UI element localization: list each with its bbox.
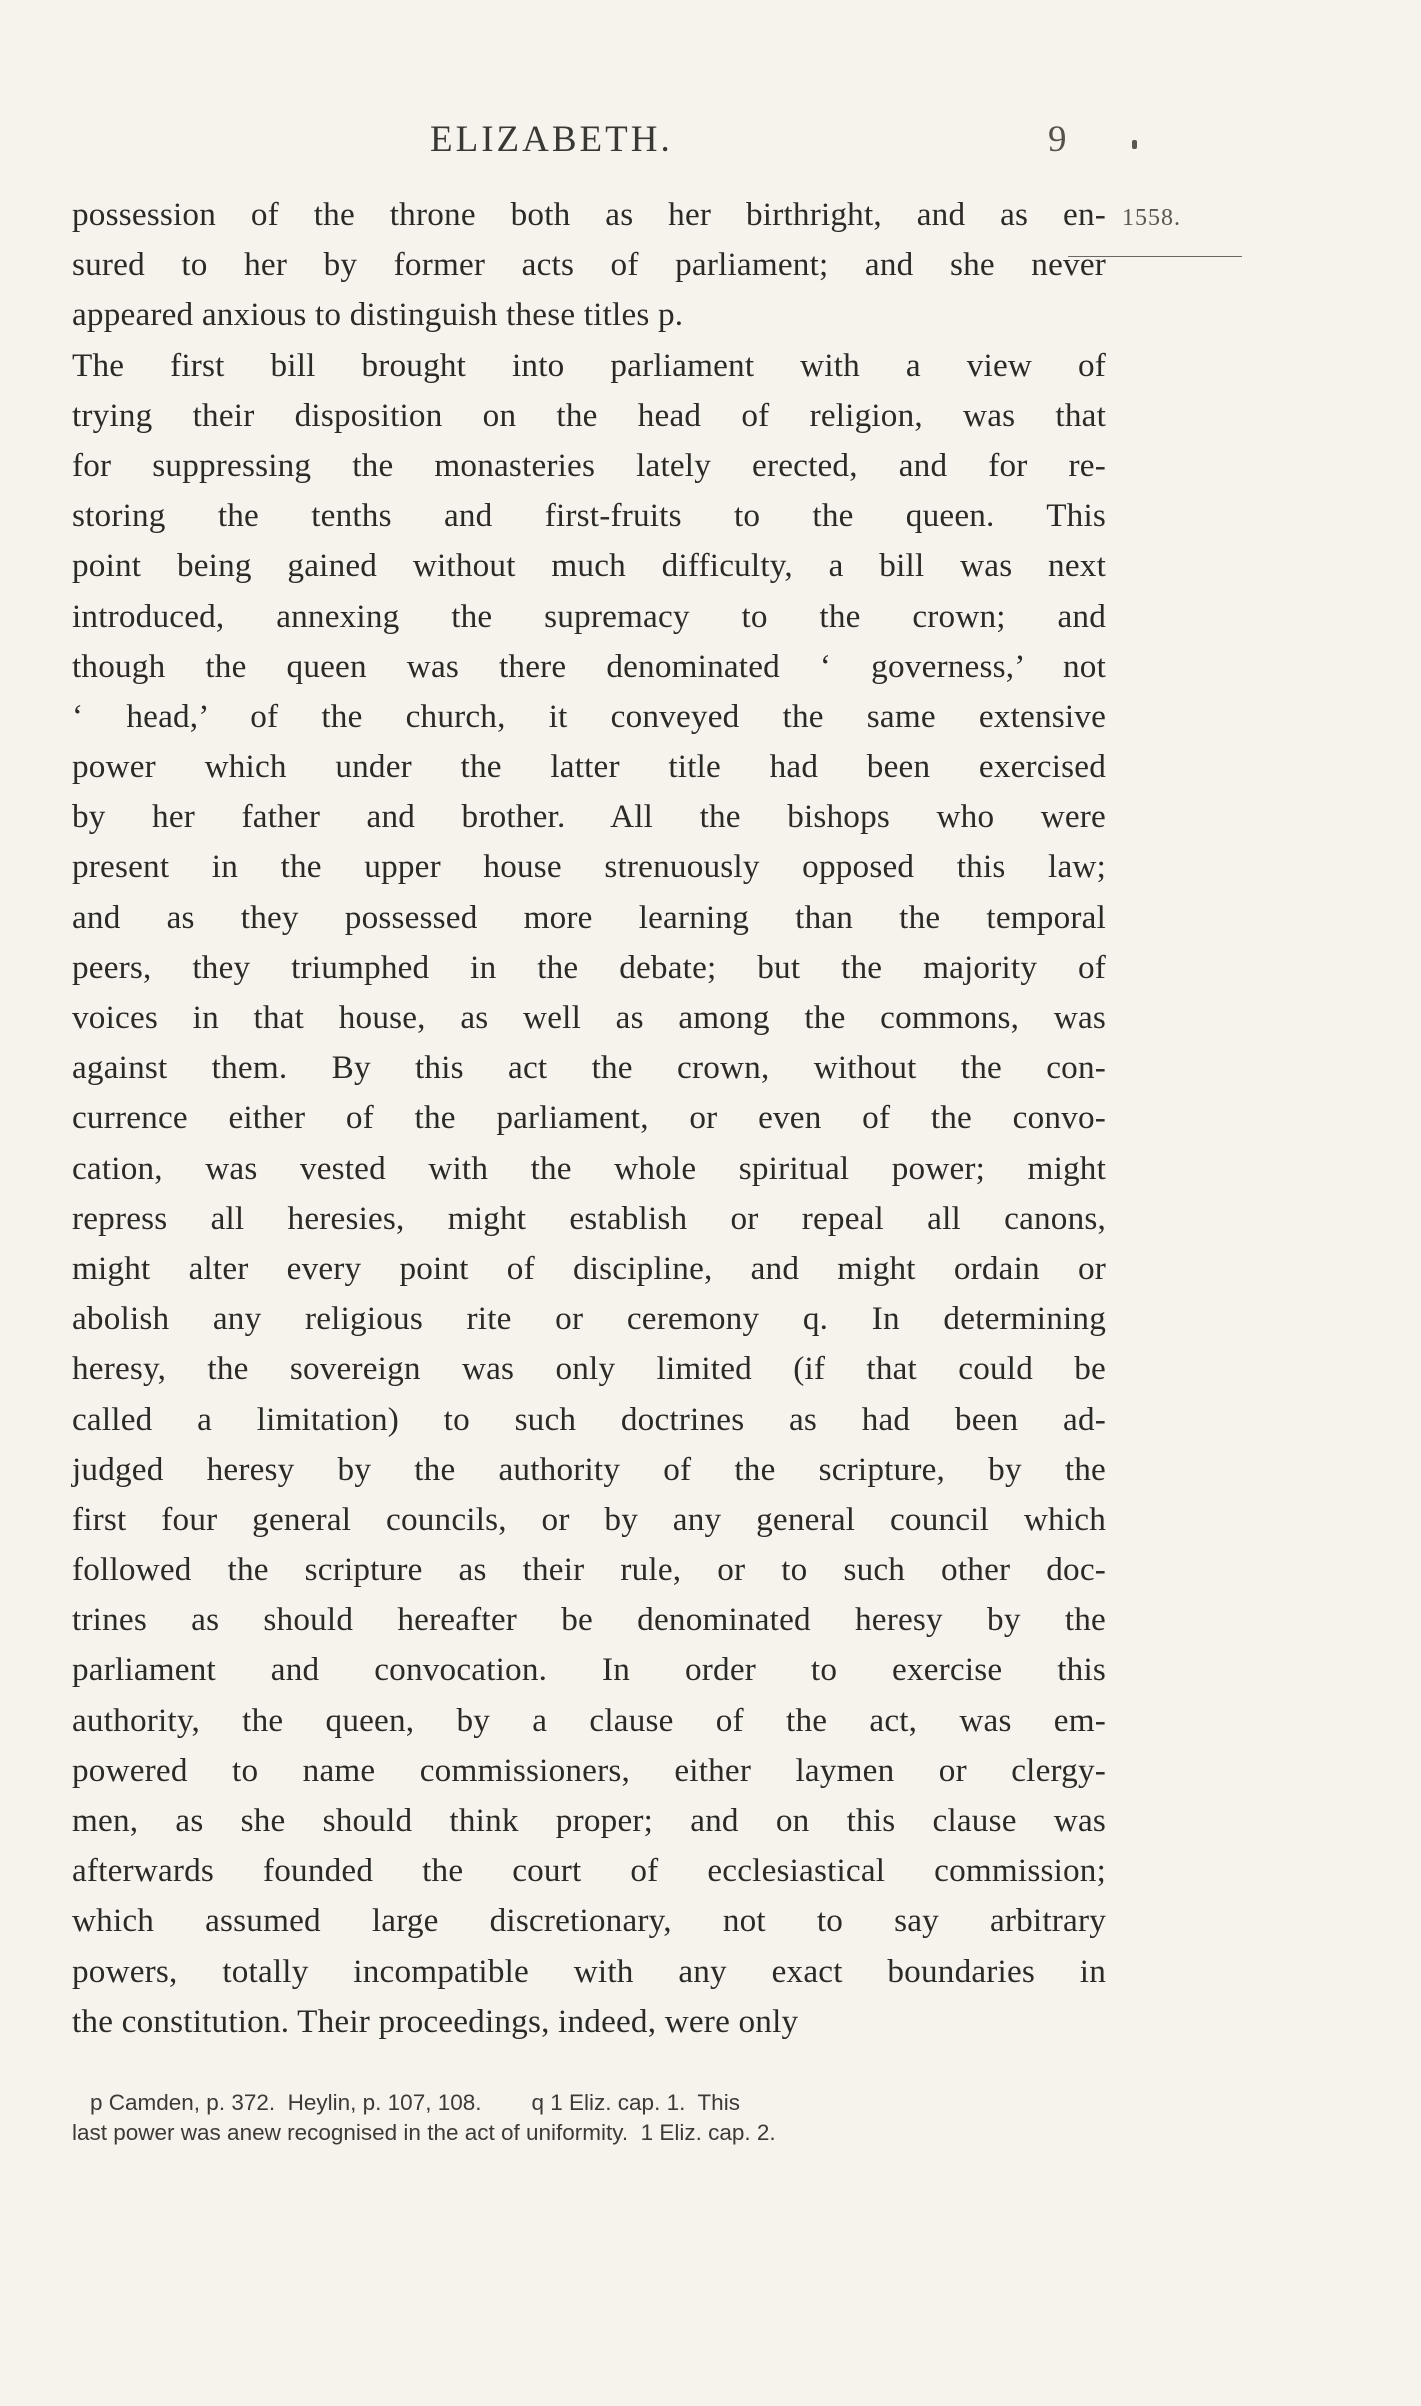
text-line: for suppressing the monasteries lately erected, and for re- <box>72 446 1106 484</box>
text-line: storing the tenths and first-fruits to the queen. This <box>72 497 1106 535</box>
footnotes <box>72 2088 1106 2148</box>
text-line: which assumed large discretionary, not to say arbitrary <box>72 1902 1106 1940</box>
text-line: possession of the throne both as her birthright, and as en- <box>72 196 1106 233</box>
text-line: heresy, the sovereign was only limited (if that could be <box>72 1350 1106 1388</box>
text-line: repress all heresies, might establish or repeal all canons, <box>72 1199 1106 1237</box>
text-line: first four general councils, or by any general council which <box>72 1500 1106 1538</box>
text-line: power which under the latter title had been exercised <box>72 748 1106 786</box>
text-line: and as they possessed more learning than the temporal <box>72 898 1106 936</box>
ink-dot <box>1132 140 1137 149</box>
text-line: trines as should hereafter be denominated heresy by the <box>72 1601 1106 1639</box>
text-line: currence either of the parliament, or even of the convo- <box>72 1099 1106 1137</box>
text-line: judged heresy by the authority of the scripture, by the <box>72 1450 1106 1488</box>
running-head-title: ELIZABETH. <box>430 119 673 160</box>
text-line: the constitution. Their proceedings, indeed, were only <box>72 2002 799 2040</box>
footnote-line: p Camden, p. 372. Heylin, p. 107, 108. q 1 Eliz. cap. 1. This <box>90 2090 740 2115</box>
text-line: authority, the queen, by a clause of the act, was em- <box>72 1701 1106 1739</box>
text-line: sured to her by former acts of parliament; and she never <box>72 246 1106 284</box>
text-line: appeared anxious to distinguish these titles p. <box>72 296 684 334</box>
text-line: called a limitation) to such doctrines as had been ad- <box>72 1400 1106 1438</box>
text-line: peers, they triumphed in the debate; but the majority of <box>72 948 1106 986</box>
text-line: voices in that house, as well as among the commons, was <box>72 999 1106 1036</box>
text-line: ‘ head,’ of the church, it conveyed the same extensive <box>72 697 1106 735</box>
text-line: abolish any religious rite or ceremony q. In determining <box>72 1300 1106 1338</box>
margin-year-note: 1558. <box>1122 205 1181 231</box>
text-line: against them. By this act the crown, without the con- <box>72 1049 1106 1087</box>
text-line: though the queen was there denominated ‘ governess,’ not <box>72 647 1106 685</box>
text-line: point being gained without much difficulty, a bill was next <box>72 547 1106 585</box>
text-line: powers, totally incompatible with any exact boundaries in <box>72 1952 1106 1990</box>
text-line: powered to name commissioners, either laymen or clergy- <box>72 1751 1106 1789</box>
text-line: afterwards founded the court of ecclesiastical commission; <box>72 1852 1106 1890</box>
text-line: present in the upper house strenuously opposed this law; <box>72 848 1106 886</box>
text-line: parliament and convocation. In order to exercise this <box>72 1651 1106 1689</box>
text-line: trying their disposition on the head of religion, was that <box>72 396 1106 434</box>
text-line: men, as she should think proper; and on this clause was <box>72 1802 1106 1839</box>
text-line: might alter every point of discipline, and might ordain or <box>72 1249 1106 1287</box>
text-line: cation, was vested with the whole spiritual power; might <box>72 1149 1106 1187</box>
text-line: by her father and brother. All the bishops who were <box>72 798 1106 836</box>
text-line: The first bill brought into parliament with a view of <box>72 346 1106 384</box>
footnote-line: last power was anew recognised in the act of uniformity. 1 Eliz. cap. 2. <box>72 2120 776 2145</box>
text-line: introduced, annexing the supremacy to the crown; and <box>72 597 1106 635</box>
page-number: 9 <box>1048 119 1067 160</box>
body-text <box>72 190 1106 2047</box>
text-line: followed the scripture as their rule, or to such other doc- <box>72 1551 1106 1589</box>
